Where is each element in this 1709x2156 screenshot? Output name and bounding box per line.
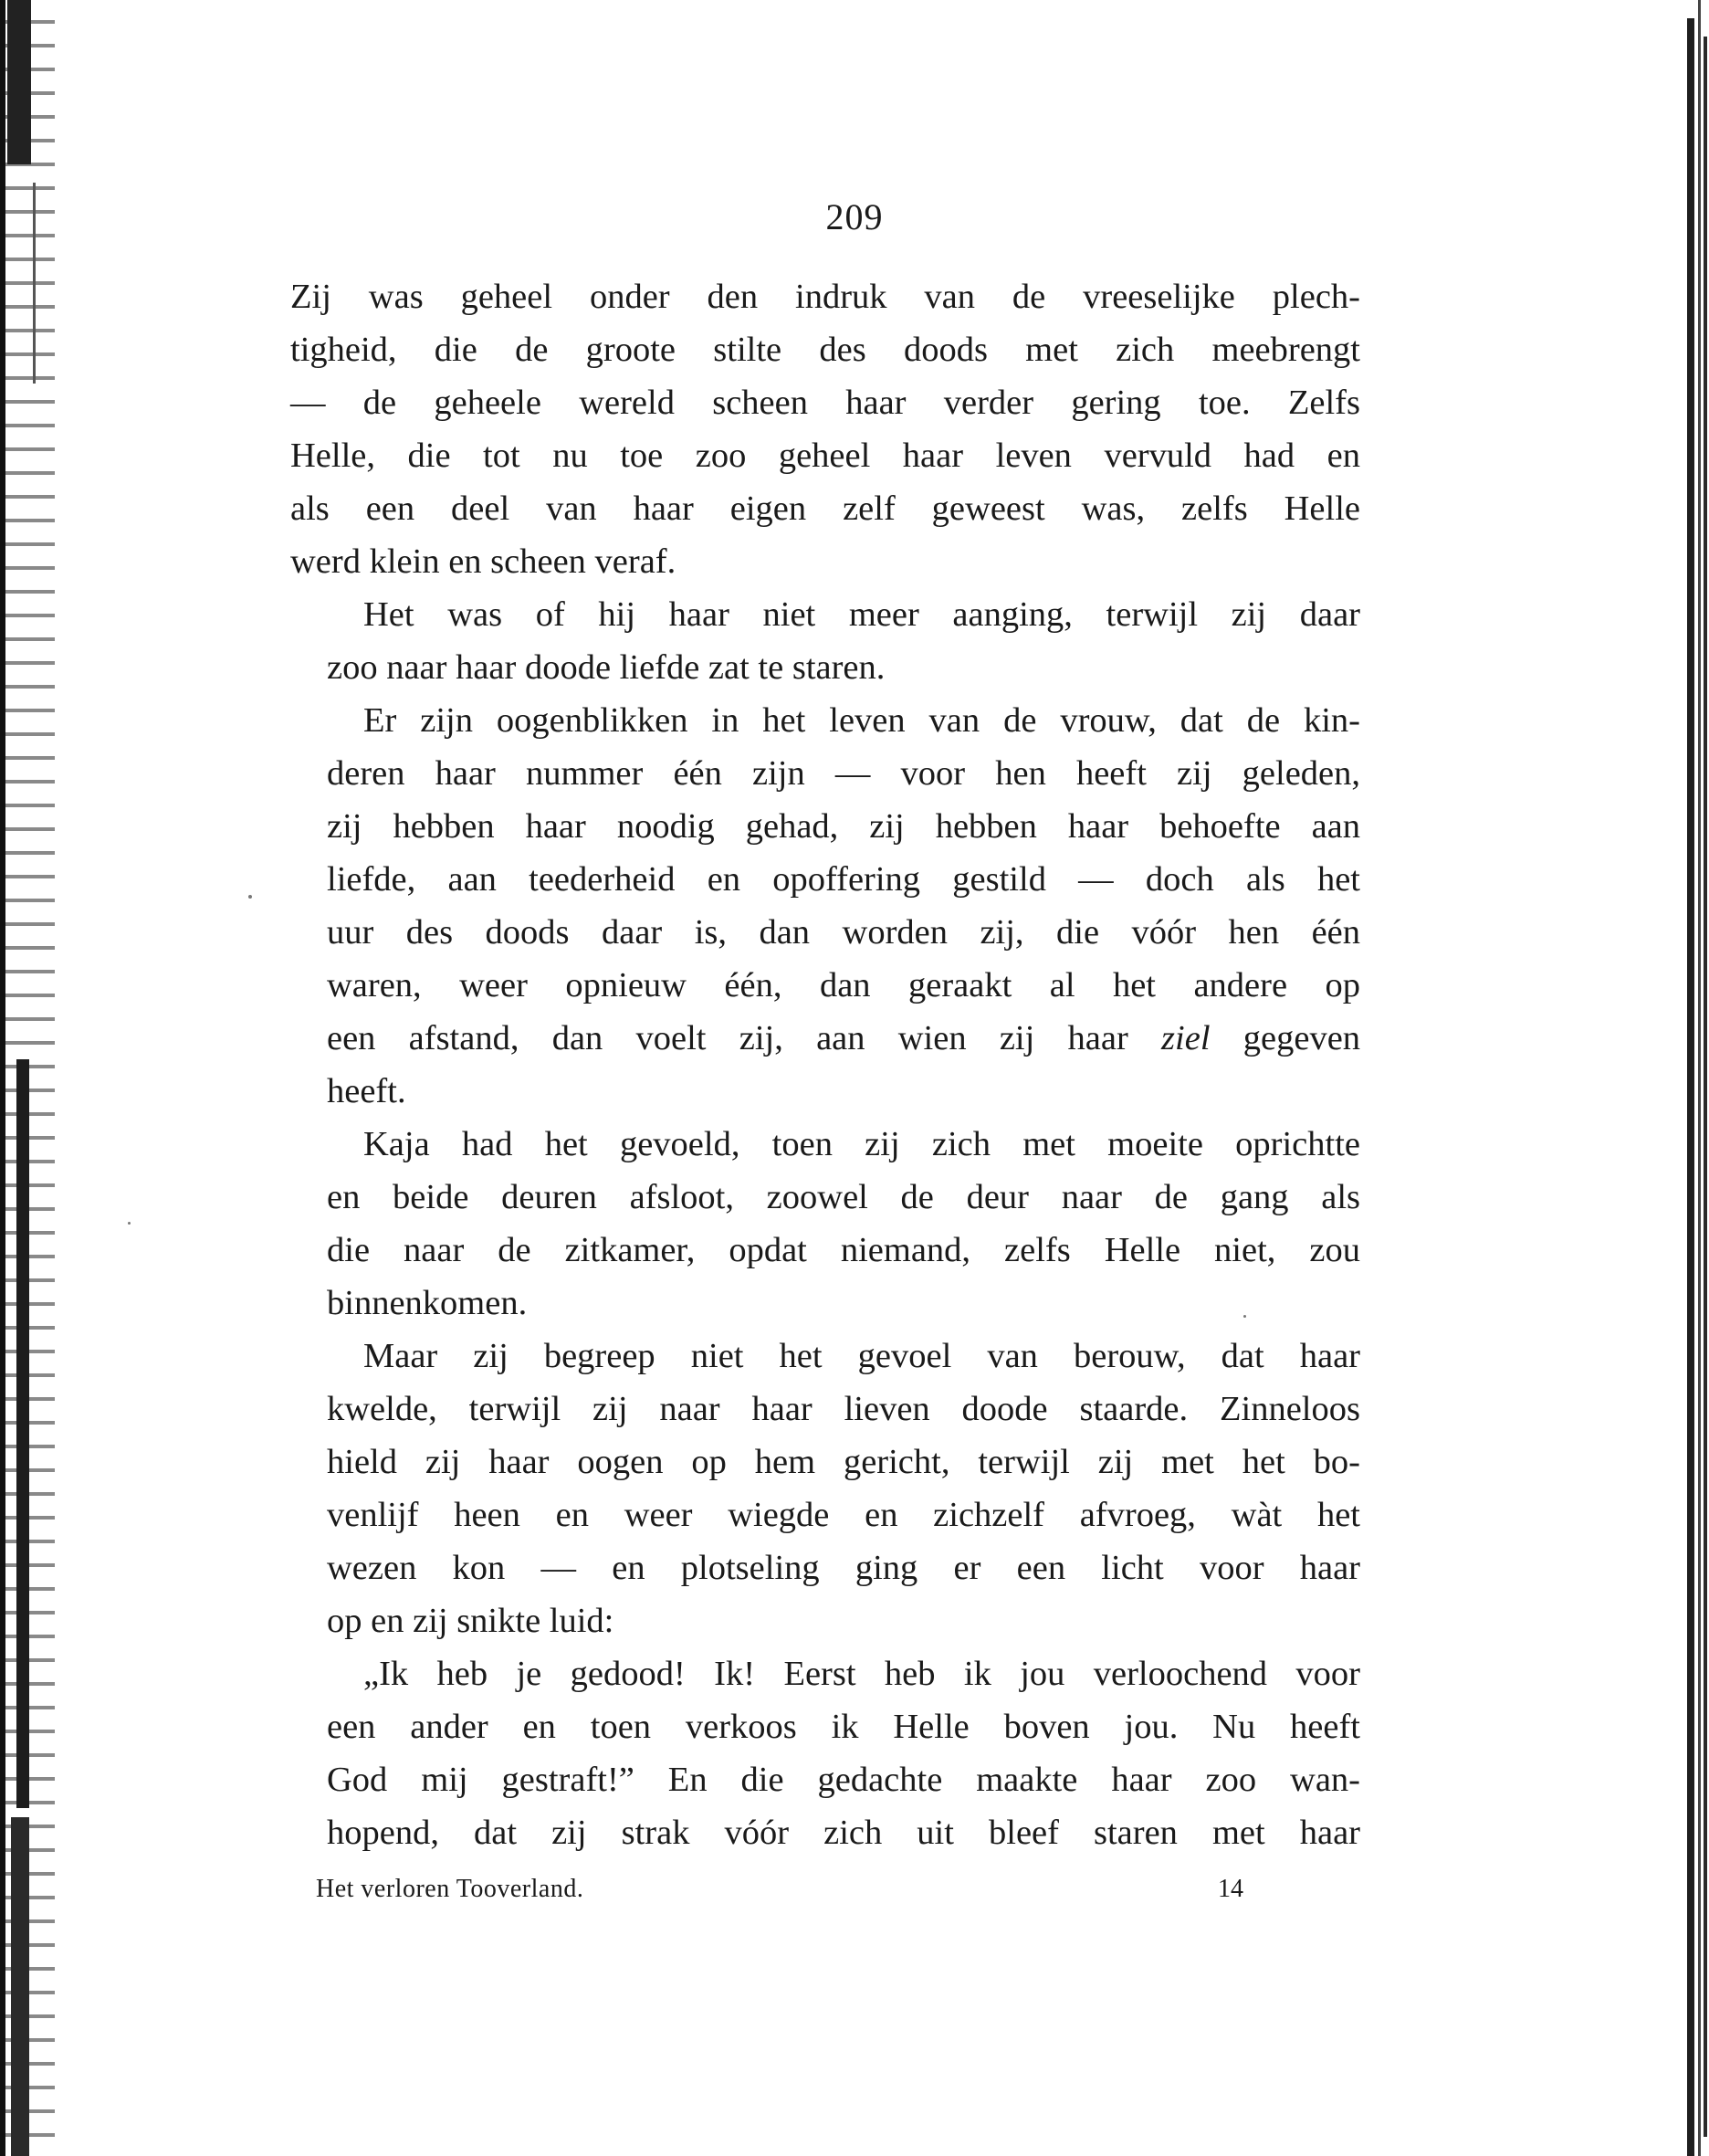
text-line: waren, weer opnieuw één, dan geraakt al het andere op <box>327 966 1360 1004</box>
text-fragment: gegeven <box>1242 1019 1361 1057</box>
paragraph <box>290 1330 1360 1647</box>
text-line: Het was of hij haar niet meer aanging, terwijl zij daar <box>363 595 1360 634</box>
text-line: liefde, aan teederheid en opoffering gestild — doch als het <box>327 860 1360 899</box>
text-line: zij hebben haar noodig gehad, zij hebben haar behoefte aan <box>327 807 1360 846</box>
paragraph <box>290 694 1360 1118</box>
scan-shadow <box>7 0 31 164</box>
paragraph <box>290 1647 1360 1859</box>
page-number: 209 <box>825 196 884 237</box>
text-line: Maar zij begreep niet het gevoel van berouw, dat haar <box>363 1337 1360 1375</box>
scan-speck <box>128 1222 131 1225</box>
text-line: deren haar nummer één zijn — voor hen heeft zij geleden, <box>327 754 1360 793</box>
text-line: venlijf heen en weer wiegde en zichzelf afvroeg, wàt het <box>327 1496 1360 1534</box>
scan-shadow <box>11 1817 29 2156</box>
scan-shadow <box>1698 0 1701 2156</box>
body-text <box>290 270 1360 1859</box>
text-line: Er zijn oogenblikken in het leven van de vrouw, dat de kin- <box>363 701 1360 740</box>
text-line <box>290 1012 1360 1065</box>
text-line: Zij was geheel onder den indruk van de vreeselijke plech- <box>290 278 1360 316</box>
scan-shadow <box>1687 18 1694 2156</box>
footer-book-title: Het verloren Tooverland. <box>316 1875 584 1903</box>
scan-speck <box>1243 1315 1246 1318</box>
scan-speck <box>248 895 252 899</box>
text-line: een ander en toen verkoos ik Helle boven jou. Nu heeft <box>327 1708 1360 1746</box>
text-line: en beide deuren afsloot, zoowel de deur naar de gang als <box>327 1178 1360 1216</box>
scan-shadow <box>16 1059 29 1808</box>
text-line: hopend, dat zij strak vóór zich uit bleef staren met haar <box>327 1814 1360 1852</box>
text-line: tigheid, die de groote stilte des doods met zich meebrengt <box>290 331 1360 369</box>
paragraph <box>290 270 1360 588</box>
scan-right-edge <box>1687 0 1709 2156</box>
text-line: als een deel van haar eigen zelf geweest was, zelfs Helle <box>290 489 1360 528</box>
text-line: uur des doods daar is, dan worden zij, die vóór hen één <box>327 913 1360 952</box>
paragraph <box>290 588 1360 694</box>
text-line: — de geheele wereld scheen haar verder gering toe. Zelfs <box>290 384 1360 422</box>
italic-word: ziel <box>1161 1019 1211 1057</box>
paragraph <box>290 1118 1360 1330</box>
text-line: kwelde, terwijl zij naar haar lieven doode staarde. Zinneloos <box>327 1390 1360 1428</box>
text-line: zoo naar haar doode liefde zat te staren. <box>327 648 886 687</box>
text-line: Helle, die tot nu toe zoo geheel haar leven vervuld had en <box>290 436 1360 475</box>
text-line: binnenkomen. <box>327 1284 528 1322</box>
scan-shadow <box>1704 37 1707 2137</box>
text-line: wezen kon — en plotseling ging er een licht voor haar <box>327 1549 1360 1587</box>
text-line: op en zij snikte luid: <box>327 1602 614 1640</box>
text-line: hield zij haar oogen op hem gericht, terwijl zij met het bo- <box>327 1443 1360 1481</box>
footer-sheet-number: 14 <box>1218 1875 1243 1903</box>
text-line: „Ik heb je gedood! Ik! Eerst heb ik jou verloochend voor <box>363 1655 1360 1693</box>
text-line: die naar de zitkamer, opdat niemand, zelfs Helle niet, zou <box>327 1231 1360 1269</box>
text-line: werd klein en scheen veraf. <box>290 542 676 581</box>
text-line: God mij gestraft!” En die gedachte maakte haar zoo wan- <box>327 1761 1360 1799</box>
text-fragment: een afstand, dan voelt zij, aan wien zij haar <box>327 1019 1128 1057</box>
text-line: heeft. <box>327 1072 406 1110</box>
scan-binding-edge <box>0 0 55 2156</box>
text-line: Kaja had het gevoeld, toen zij zich met moeite oprichtte <box>363 1125 1360 1163</box>
